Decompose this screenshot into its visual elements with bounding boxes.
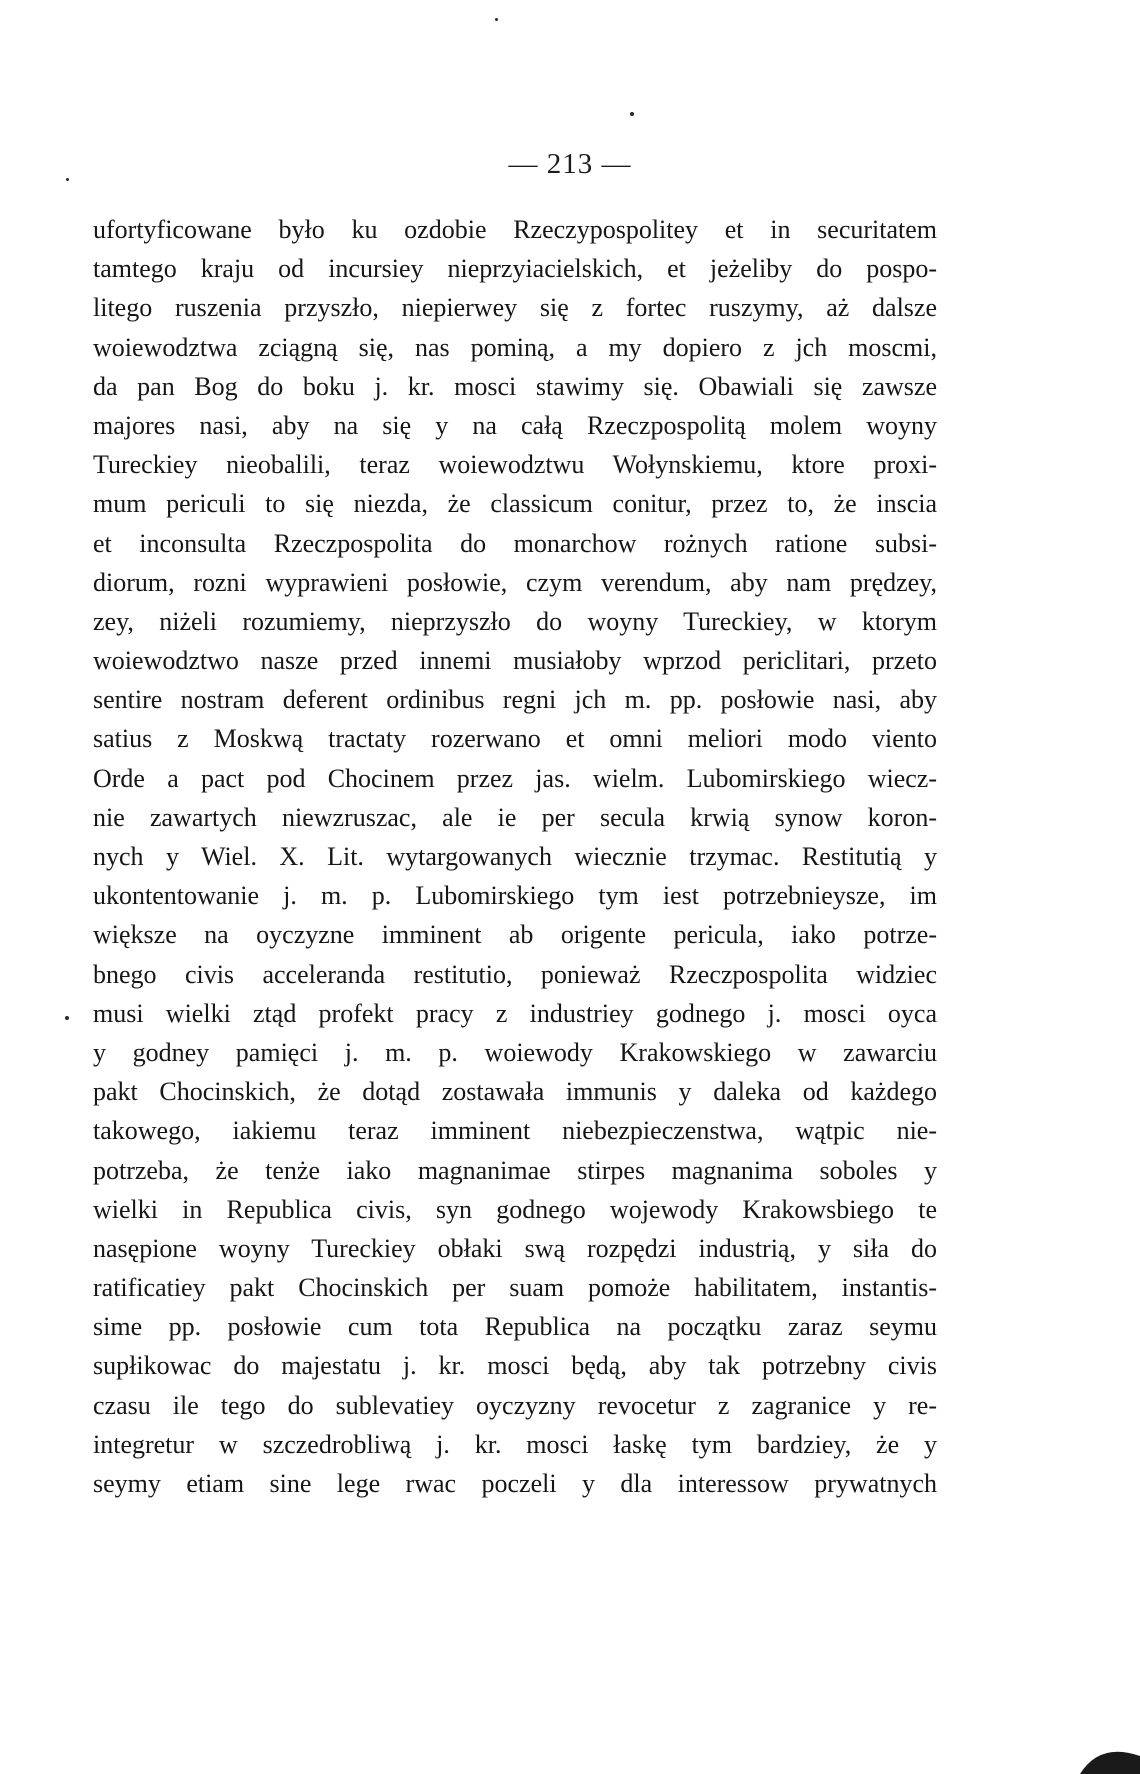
page-corner-mark xyxy=(1070,1734,1140,1774)
text-line: nych y Wiel. X. Lit. wytargowanych wiecznie trzymac. Restitutią y xyxy=(93,842,937,871)
text-line: ukontentowanie j. m. p. Lubomirskiego tym iest potrzebnieysze, im xyxy=(93,881,937,911)
text-line: pakt Chocinskich, że dotąd zostawała immunis y daleka od każdego xyxy=(93,1077,937,1107)
text-line: integretur w szczedrobliwą j. kr. mosci łaskę tym bardziey, że y xyxy=(93,1429,937,1459)
print-speck xyxy=(630,112,634,116)
print-speck xyxy=(495,18,498,21)
text-line: ratificatiey pakt Chocinskich per suam pomoże habilitatem, instantis- xyxy=(93,1273,937,1303)
print-speck xyxy=(65,1016,69,1020)
text-line: czasu ile tego do sublevatiey oyczyzny revocetur z zagranice y re- xyxy=(93,1390,937,1420)
text-line: woiewodztwa zciągną się, nas pominą, a my dopiero z jch moscmi, xyxy=(93,332,937,362)
text-line: sime pp. posłowie cum tota Republica na początku zaraz seymu xyxy=(93,1312,937,1342)
text-line: satius z Moskwą tractaty rozerwano et omni meliori modo viento xyxy=(93,724,937,754)
text-line: potrzeba, że tenże iako magnanimae stirpes magnanima soboles y xyxy=(93,1155,937,1185)
text-line: y godney pamięci j. m. p. woiewody Krakowskiego w zawarciu xyxy=(93,1037,937,1067)
text-line: takowego, iakiemu teraz imminent niebezpieczenstwa, wątpic nie- xyxy=(93,1116,937,1146)
text-line: majores nasi, aby na się y na całą Rzeczpospolitą molem woyny xyxy=(93,410,937,440)
text-line: woiewodztwo nasze przed innemi musiałoby wprzod periclitari, przeto xyxy=(93,646,937,676)
text-line: musi wielki ztąd profekt pracy z industriey godnego j. mosci oyca xyxy=(93,998,937,1028)
text-line: zey, niżeli rozumiemy, nieprzyszło do woyny Tureckiey, w ktorym xyxy=(93,606,937,636)
text-line: sentire nostram deferent ordinibus regni jch m. pp. posłowie nasi, aby xyxy=(93,685,937,715)
print-speck xyxy=(66,178,69,181)
page-number: — 213 — xyxy=(508,148,632,180)
text-line: da pan Bog do boku j. kr. mosci stawimy się. Obawiali się zawsze xyxy=(93,371,937,401)
text-line: litego ruszenia przyszło, niepierwey się z fortec ruszymy, aż dalsze xyxy=(93,293,937,323)
text-line: tamtego kraju od incursiey nieprzyiacielskich, et jeżeliby do pospo- xyxy=(93,254,937,284)
text-line: wielki in Republica civis, syn godnego wojewody Krakowsbiego te xyxy=(93,1194,937,1224)
text-line: bnego civis acceleranda restitutio, ponieważ Rzeczpospolita widziec xyxy=(93,959,937,989)
text-line: Tureckiey nieobalili, teraz woiewodztwu Wołynskiemu, ktore proxi- xyxy=(93,450,937,480)
text-line: seymy etiam sine lege rwac poczeli y dla interessow prywatnych xyxy=(93,1469,937,1498)
body-text xyxy=(93,210,937,1503)
text-line: większe na oyczyzne imminent ab origente pericula, iako potrze- xyxy=(93,920,937,950)
text-line: mum periculi to się niezda, że classicum conitur, przez to, że inscia xyxy=(93,489,937,519)
text-line: et inconsulta Rzeczpospolita do monarchow rożnych ratione subsi- xyxy=(93,528,937,558)
text-line: supłikowac do majestatu j. kr. mosci będą, aby tak potrzebny civis xyxy=(93,1351,937,1381)
text-line: Orde a pact pod Chocinem przez jas. wielm. Lubomirskiego wiecz- xyxy=(93,763,937,793)
text-line: ufortyficowane było ku ozdobie Rzeczypospolitey et in securitatem xyxy=(93,215,937,244)
text-line: nasępione woyny Tureckiey obłaki swą rozpędzi industrią, y siła do xyxy=(93,1233,937,1263)
text-line: diorum, rozni wyprawieni posłowie, czym verendum, aby nam prędzey, xyxy=(93,567,937,597)
text-line: nie zawartych niewzruszac, ale ie per secula krwią synow koron- xyxy=(93,802,937,832)
